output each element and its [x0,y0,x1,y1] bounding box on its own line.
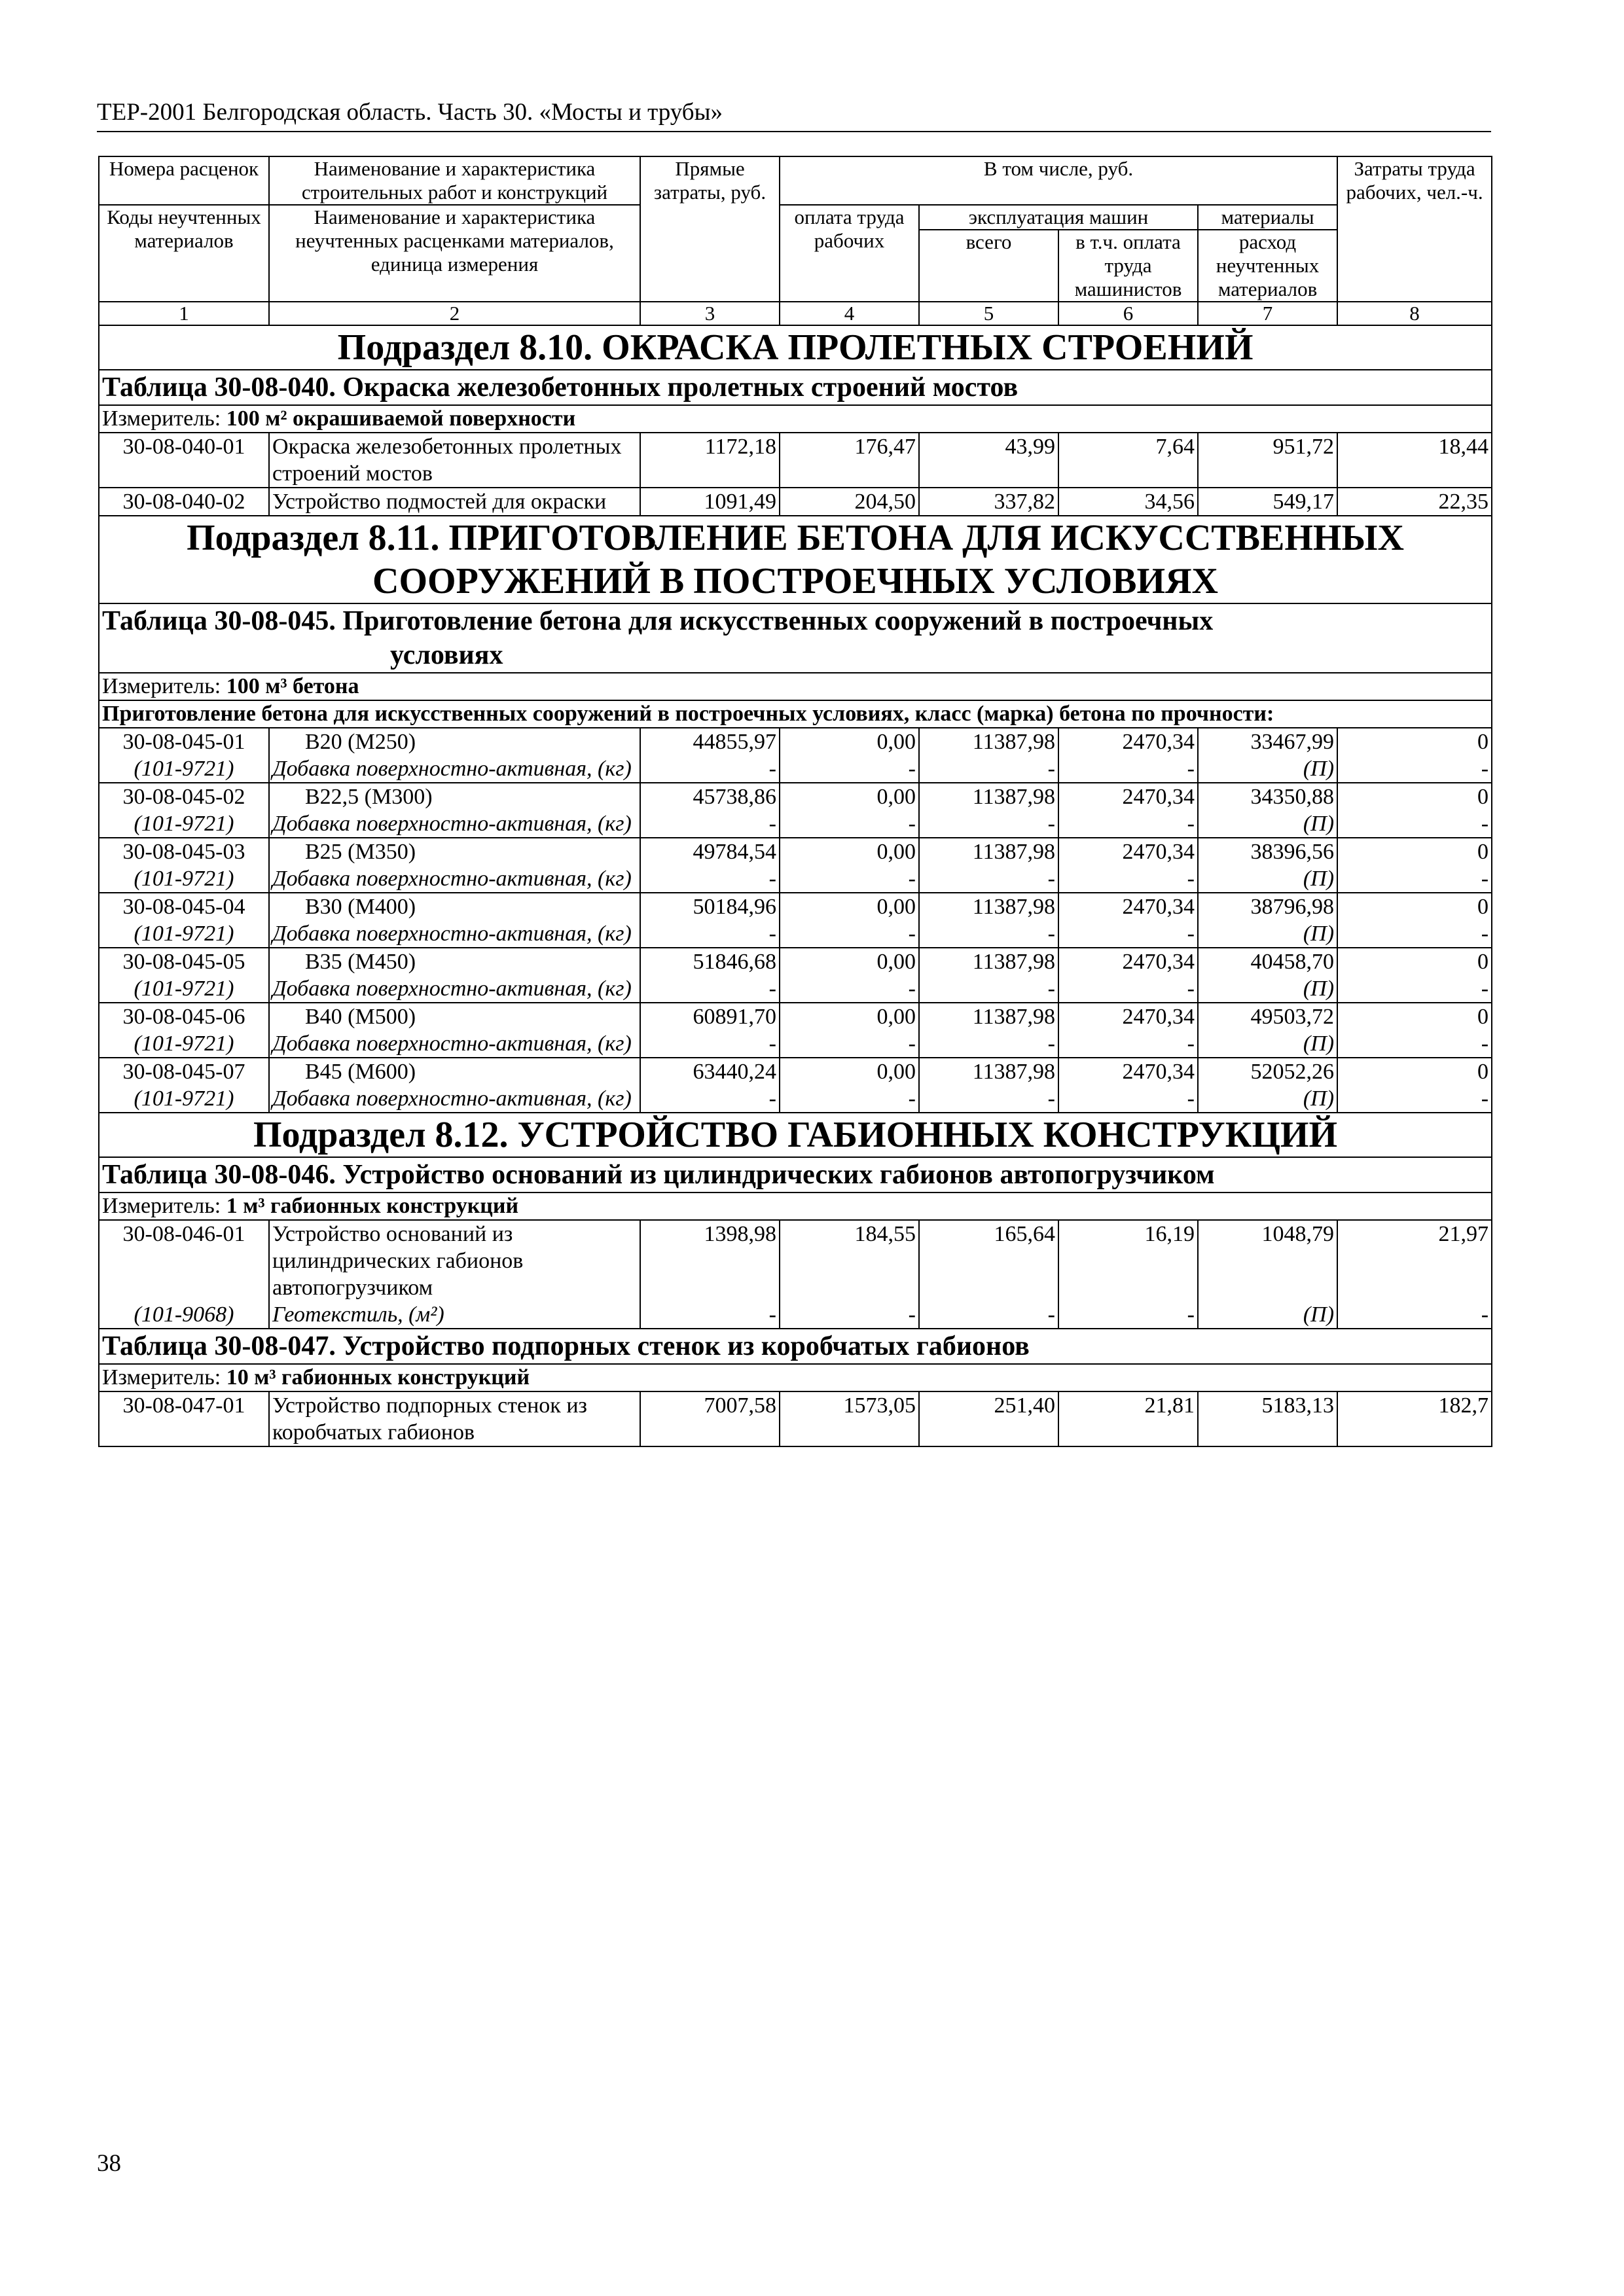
table-title: Таблица 30-08-046. Устройство оснований из цилиндрических габионов автопогрузчиком [99,1157,1492,1193]
measure-label: Измеритель: [102,1365,221,1390]
price-index: (П) [1303,977,1335,1001]
machinists-pay: 21,81 [1058,1391,1198,1446]
direct-cost: 51846,68 [693,950,776,974]
dash: - [768,1031,776,1056]
dash: - [1187,867,1195,891]
dash: - [1481,757,1489,781]
direct-cost-cell [640,728,780,783]
machines-total-cell [919,783,1058,838]
materials-cost: 38796,98 [1250,895,1335,919]
direct-cost: 1091,49 [640,488,780,516]
material-code: (101-9721) [134,757,234,781]
material-name: Добавка поверхностно-активная, (кг) [272,977,632,1001]
materials-cost: 549,17 [1198,488,1337,516]
page-number: 38 [97,2150,121,2177]
materials-cost-cell [1198,838,1337,893]
machines-total: 11387,98 [972,1060,1055,1084]
direct-cost: 45738,86 [693,785,776,809]
dash: - [1481,867,1489,891]
price-index: (П) [1303,1031,1335,1056]
direct-cost: 7007,58 [640,1391,780,1446]
rate-code-cell [99,948,269,1003]
direct-cost: 1172,18 [640,433,780,488]
rate-code: 30-08-040-01 [99,433,269,488]
table-row [99,783,1492,838]
materials-cost: 33467,99 [1250,730,1335,754]
material-code: (101-9721) [134,977,234,1001]
head-materials: материалы [1198,205,1337,230]
rate-code: 30-08-045-07 [122,1060,245,1084]
labor-pay-cell [780,893,919,948]
measure-label: Измеритель: [102,406,221,431]
rate-code-cell [99,783,269,838]
table-head-row [99,205,1492,230]
labor-pay: 0,00 [876,730,916,754]
dash: - [1047,1031,1055,1056]
rate-name: В20 (М250) [305,730,416,754]
direct-cost: 60891,70 [693,1005,776,1029]
rate-code-cell [99,1058,269,1113]
labor-hours-cell [1337,838,1492,893]
dash: - [768,812,776,836]
head-col7: расход неучтенных материалов [1198,230,1337,302]
material-code: (101-9721) [134,1086,234,1111]
direct-cost: 49784,54 [693,840,776,864]
rate-name-cell [269,1058,640,1113]
direct-cost-cell [640,1003,780,1058]
material-code: (101-9068) [134,1302,234,1327]
labor-pay-cell [780,838,919,893]
table-title [99,603,1492,673]
rate-name-cell [269,783,640,838]
dash: - [908,1302,916,1327]
labor-hours: 22,35 [1337,488,1492,516]
direct-cost-cell [640,948,780,1003]
machinists-pay-cell [1058,838,1198,893]
machinists-pay: 2470,34 [1122,895,1195,919]
labor-hours-cell [1337,728,1492,783]
machinists-pay-cell [1058,1220,1198,1329]
dash: - [1047,1086,1055,1111]
measure-value: 100 м² окрашиваемой поверхности [226,406,576,431]
material-name: Добавка поверхностно-активная, (кг) [272,812,632,836]
rate-code: 30-08-045-02 [122,785,245,809]
rate-code-cell [99,893,269,948]
machines-total-cell [919,1058,1058,1113]
table-row [99,1391,1492,1446]
price-index: (П) [1303,867,1335,891]
labor-hours: 0 [1477,1005,1489,1029]
labor-pay: 0,00 [876,895,916,919]
labor-pay: 0,00 [876,1005,916,1029]
col-number: 1 [99,302,269,325]
dash: - [1481,977,1489,1001]
machinists-pay: 2470,34 [1122,950,1195,974]
direct-cost-cell [640,783,780,838]
price-index: (П) [1303,1302,1335,1327]
direct-cost: 50184,96 [693,895,776,919]
materials-cost: 1048,79 [1261,1222,1335,1246]
measure-value: 10 м³ габионных конструкций [226,1365,530,1390]
dash: - [1187,757,1195,781]
dash: - [1481,1086,1489,1111]
head-col5: всего [919,230,1058,302]
rate-code-cell [99,1220,269,1329]
col-number: 4 [780,302,919,325]
table-head-row [99,156,1492,205]
rate-code: 30-08-045-03 [122,840,245,864]
dash: - [908,1086,916,1111]
col-number: 6 [1058,302,1198,325]
rate-name: Устройство оснований из цилиндрических габионов автопогрузчиком [272,1222,524,1300]
labor-pay-cell [780,783,919,838]
price-index: (П) [1303,812,1335,836]
materials-cost-cell [1198,1003,1337,1058]
labor-pay: 176,47 [780,433,919,488]
materials-cost-cell [1198,1220,1337,1329]
dash: - [1047,922,1055,946]
machines-total-cell [919,948,1058,1003]
direct-cost-cell [640,838,780,893]
dash: - [908,977,916,1001]
table-title: Таблица 30-08-040. Окраска железобетонных пролетных строений мостов [99,370,1492,405]
machines-total-cell [919,1003,1058,1058]
measure-line [99,1364,1492,1391]
labor-hours-cell [1337,1220,1492,1329]
dash: - [908,1031,916,1056]
table-row [99,893,1492,948]
dash: - [1187,1031,1195,1056]
machinists-pay-cell [1058,893,1198,948]
head-col2-bottom: Наименование и характеристика неучтенных расценками материалов, единица измерения [269,205,640,302]
dash: - [1187,977,1195,1001]
machines-total: 11387,98 [972,895,1055,919]
dash: - [768,757,776,781]
rate-name-cell [269,893,640,948]
labor-pay: 0,00 [876,1060,916,1084]
dash: - [1047,812,1055,836]
rate-code: 30-08-047-01 [99,1391,269,1446]
machinists-pay: 7,64 [1058,433,1198,488]
labor-pay: 1573,05 [780,1391,919,1446]
section-title: Подраздел 8.12. УСТРОЙСТВО ГАБИОННЫХ КОНСТРУКЦИЙ [99,1113,1492,1157]
machinists-pay-cell [1058,948,1198,1003]
labor-hours: 21,97 [1438,1222,1489,1246]
table-title-line: условиях [390,640,503,670]
rate-name: Устройство подпорных стенок из коробчатых габионов [269,1391,640,1446]
machinists-pay-cell [1058,1003,1198,1058]
labor-pay-cell [780,728,919,783]
material-code: (101-9721) [134,1031,234,1056]
group-subheader: Приготовление бетона для искусственных сооружений в построечных условиях, класс (марка) бетона по прочности: [99,700,1492,728]
measure-label: Измеритель: [102,674,221,698]
rate-name: В25 (М350) [305,840,416,864]
price-table [98,156,1492,1447]
material-code: (101-9721) [134,867,234,891]
section-title: Подраздел 8.10. ОКРАСКА ПРОЛЕТНЫХ СТРОЕНИЙ [99,325,1492,370]
col-number: 7 [1198,302,1337,325]
table-row [99,433,1492,488]
direct-cost-cell [640,893,780,948]
labor-hours-cell [1337,893,1492,948]
machines-total: 11387,98 [972,840,1055,864]
col-number: 8 [1337,302,1492,325]
dash: - [908,922,916,946]
col-number: 3 [640,302,780,325]
table-row [99,488,1492,516]
dash: - [908,812,916,836]
machinists-pay-cell [1058,783,1198,838]
labor-hours-cell [1337,948,1492,1003]
head-incl: В том числе, руб. [780,156,1337,205]
section-title: Подраздел 8.11. ПРИГОТОВЛЕНИЕ БЕТОНА ДЛЯ ИСКУССТВЕННЫХ СООРУЖЕНИЙ В ПОСТРОЕЧНЫХ УСЛОВИЯХ [99,516,1492,603]
machinists-pay: 34,56 [1058,488,1198,516]
col-number: 2 [269,302,640,325]
labor-hours: 0 [1477,1060,1489,1084]
labor-pay-cell [780,1220,919,1329]
col-number: 5 [919,302,1058,325]
machinists-pay: 2470,34 [1122,1060,1195,1084]
head-col1-bottom: Коды неучтенных материалов [99,205,269,302]
price-index: (П) [1303,1086,1335,1111]
rate-name: В35 (М450) [305,950,416,974]
machines-total: 251,40 [919,1391,1058,1446]
price-index: (П) [1303,757,1335,781]
materials-cost: 38396,56 [1250,840,1335,864]
machines-total: 11387,98 [972,785,1055,809]
table-title-line: Таблица 30-08-045. Приготовление бетона для искусственных сооружений в построечных [102,606,1214,636]
labor-hours: 0 [1477,840,1489,864]
rate-code: 30-08-045-05 [122,950,245,974]
measure-value: 1 м³ габионных конструкций [226,1194,519,1218]
dash: - [1187,1086,1195,1111]
materials-cost: 49503,72 [1250,1005,1335,1029]
machinists-pay: 2470,34 [1122,1005,1195,1029]
table-row [99,1003,1492,1058]
dash: - [1047,977,1055,1001]
head-col3: Прямые затраты, руб. [640,156,780,302]
direct-cost: 63440,24 [693,1060,776,1084]
dash: - [1047,1302,1055,1327]
materials-cost-cell [1198,1058,1337,1113]
machines-total-cell [919,1220,1058,1329]
machines-total-cell [919,838,1058,893]
table-row [99,1058,1492,1113]
labor-pay-cell [780,1058,919,1113]
rate-name-cell [269,838,640,893]
material-name: Геотекстиль, (м²) [272,1302,444,1327]
material-name: Добавка поверхностно-активная, (кг) [272,1086,632,1111]
direct-cost-cell [640,1220,780,1329]
machinists-pay: 2470,34 [1122,785,1195,809]
table-row [99,728,1492,783]
measure-line [99,673,1492,700]
head-col8: Затраты труда рабочих, чел.-ч. [1337,156,1492,302]
materials-cost-cell [1198,893,1337,948]
rate-code: 30-08-045-04 [122,895,245,919]
measure-line [99,405,1492,433]
measure-value: 100 м³ бетона [226,674,359,698]
material-code: (101-9721) [134,812,234,836]
rate-name: В30 (М400) [305,895,416,919]
machines-total-cell [919,728,1058,783]
materials-cost-cell [1198,948,1337,1003]
dash: - [1481,812,1489,836]
dash: - [768,867,776,891]
material-name: Добавка поверхностно-активная, (кг) [272,1031,632,1056]
material-name: Добавка поверхностно-активная, (кг) [272,867,632,891]
dash: - [768,1302,776,1327]
labor-hours: 0 [1477,950,1489,974]
material-code: (101-9721) [134,922,234,946]
labor-pay-cell [780,1003,919,1058]
labor-hours-cell [1337,783,1492,838]
machinists-pay-cell [1058,1058,1198,1113]
machines-total: 337,82 [919,488,1058,516]
labor-pay: 0,00 [876,950,916,974]
dash: - [908,867,916,891]
rate-code: 30-08-045-06 [122,1005,245,1029]
dash: - [768,922,776,946]
material-name: Добавка поверхностно-активная, (кг) [272,757,632,781]
machines-total-cell [919,893,1058,948]
head-col4: оплата труда рабочих [780,205,919,302]
machinists-pay: 16,19 [1144,1222,1195,1246]
table-row [99,1220,1492,1329]
head-machines: эксплуатация машин [919,205,1198,230]
dash: - [1481,1031,1489,1056]
materials-cost: 5183,13 [1198,1391,1337,1446]
labor-hours-cell [1337,1003,1492,1058]
machinists-pay: 2470,34 [1122,840,1195,864]
labor-pay: 0,00 [876,785,916,809]
head-col1-top: Номера расценок [99,156,269,205]
labor-pay: 204,50 [780,488,919,516]
rate-code-cell [99,728,269,783]
materials-cost-cell [1198,728,1337,783]
materials-cost: 34350,88 [1250,785,1335,809]
rate-name: В22,5 (М300) [305,785,433,809]
labor-pay: 184,55 [854,1222,916,1246]
dash: - [768,977,776,1001]
measure-label: Измеритель: [102,1194,221,1218]
labor-hours: 0 [1477,730,1489,754]
dash: - [908,757,916,781]
measure-line [99,1193,1492,1220]
rate-code: 30-08-046-01 [122,1222,245,1246]
rate-code: 30-08-040-02 [99,488,269,516]
direct-cost: 1398,98 [704,1222,776,1246]
materials-cost: 951,72 [1198,433,1337,488]
rate-name: В40 (М500) [305,1005,416,1029]
rate-name: Окраска железобетонных пролетных строений мостов [269,433,640,488]
material-name: Добавка поверхностно-активная, (кг) [272,922,632,946]
dash: - [1187,1302,1195,1327]
rate-name: Устройство подмостей для окраски [269,488,640,516]
table-row [99,838,1492,893]
table-row [99,948,1492,1003]
labor-pay-cell [780,948,919,1003]
labor-hours: 18,44 [1337,433,1492,488]
rate-code-cell [99,1003,269,1058]
rate-name-cell [269,1220,640,1329]
head-col2-top: Наименование и характеристика строительных работ и конструкций [269,156,640,205]
direct-cost-cell [640,1058,780,1113]
machines-total: 165,64 [994,1222,1055,1246]
machinists-pay: 2470,34 [1122,730,1195,754]
column-numbers-row [99,302,1492,325]
labor-hours-cell [1337,1058,1492,1113]
direct-cost: 44855,97 [693,730,776,754]
price-index: (П) [1303,922,1335,946]
header-rule [97,131,1491,132]
dash: - [1481,922,1489,946]
machines-total: 11387,98 [972,950,1055,974]
rate-code: 30-08-045-01 [122,730,245,754]
labor-pay: 0,00 [876,840,916,864]
rate-code-cell [99,838,269,893]
dash: - [1187,922,1195,946]
dash: - [1047,757,1055,781]
table-title: Таблица 30-08-047. Устройство подпорных стенок из коробчатых габионов [99,1329,1492,1364]
machines-total: 11387,98 [972,1005,1055,1029]
dash: - [1481,1302,1489,1327]
labor-hours: 0 [1477,895,1489,919]
materials-cost: 40458,70 [1250,950,1335,974]
rate-name: В45 (М600) [305,1060,416,1084]
labor-hours: 182,7 [1337,1391,1492,1446]
running-header: ТЕР-2001 Белгородская область. Часть 30. «Мосты и трубы» [97,99,723,126]
materials-cost-cell [1198,783,1337,838]
labor-hours: 0 [1477,785,1489,809]
machines-total: 11387,98 [972,730,1055,754]
dash: - [768,1086,776,1111]
machines-total: 43,99 [919,433,1058,488]
dash: - [1187,812,1195,836]
concrete-rows [99,728,1492,1113]
rate-name-cell [269,1003,640,1058]
dash: - [1047,867,1055,891]
rate-name-cell [269,728,640,783]
materials-cost: 52052,26 [1250,1060,1335,1084]
machinists-pay-cell [1058,728,1198,783]
head-col6: в т.ч. оплата труда машинистов [1058,230,1198,302]
rate-name-cell [269,948,640,1003]
